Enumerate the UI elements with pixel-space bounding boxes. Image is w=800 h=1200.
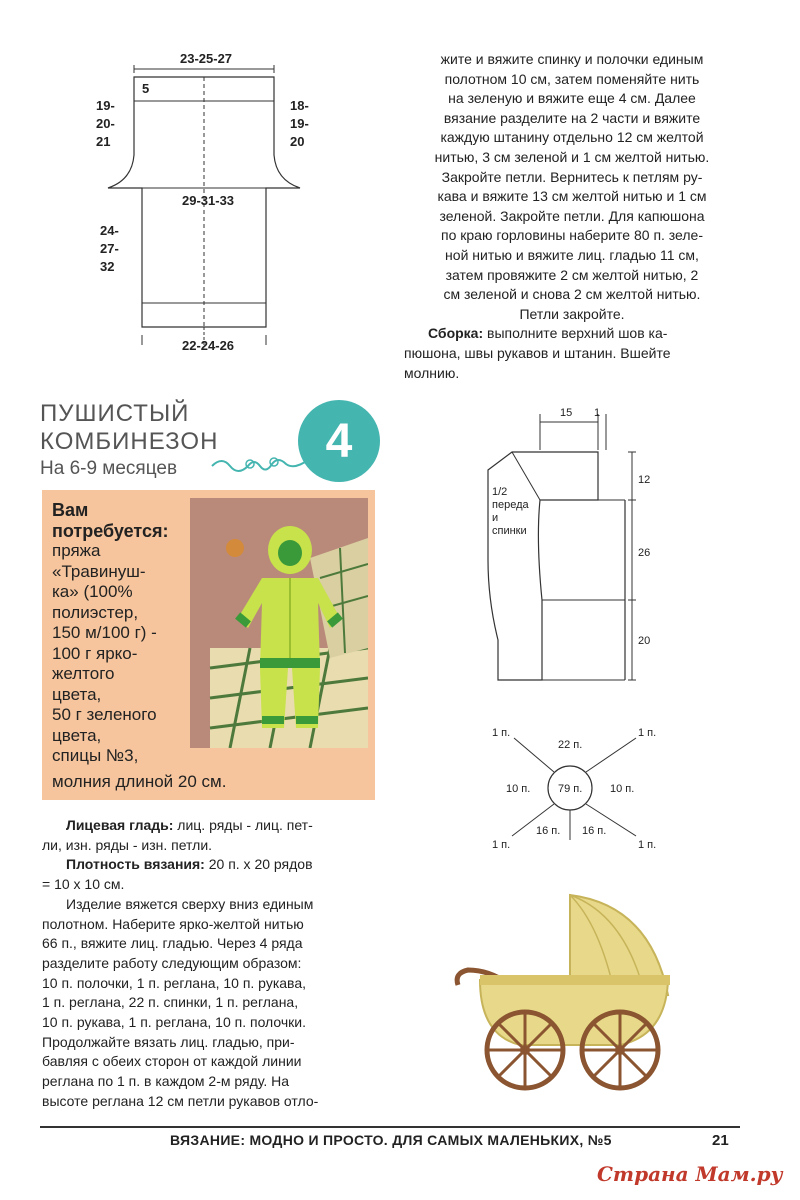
materials-line: пряжа (52, 541, 101, 560)
pants-left-upper-3: 21 (96, 134, 111, 149)
raglan-top: 22 п. (558, 739, 583, 751)
pants-left-upper-2: 20- (96, 116, 115, 131)
materials-line: «Травинуш- (52, 561, 146, 581)
assembly-line: молнию. (404, 364, 460, 381)
raglan-right: 10 п. (610, 783, 635, 795)
instr-line: жите и вяжите спинку и полочки единым (440, 51, 704, 67)
materials-line: полиэстер, (52, 602, 139, 622)
site-watermark: Страна Мам.ру (597, 1162, 783, 1186)
pattern-number-badge (298, 400, 380, 482)
instr-line: кава и вяжите 13 см желтой нитью и 1 см (437, 188, 707, 205)
footer-rule (40, 1126, 740, 1128)
materials-line: цвета, (52, 725, 102, 745)
stitch-label: Лицевая гладь: (66, 817, 174, 833)
pants-middle-width: 29-31-33 (182, 193, 235, 208)
materials-line: 50 г зеленого (52, 705, 157, 724)
footer-magazine-title: ВЯЗАНИЕ: МОДНО И ПРОСТО. ДЛЯ САМЫХ МАЛЕНЬКИХ, №5 (170, 1132, 612, 1148)
body-dim-26: 26 (638, 547, 651, 559)
materials-line: ка» (100% (52, 582, 133, 601)
body-label-3: и (492, 512, 499, 524)
instructions-continued (404, 50, 740, 383)
instr-line: см зеленой и снова 2 см желтой нитью. (443, 286, 701, 303)
body-line: Продолжайте вязать лиц. гладью, при- (42, 1033, 295, 1050)
materials-line: 150 м/100 г) - (52, 623, 157, 642)
assembly-paragraph (404, 324, 740, 344)
pants-left-lower-1: 24- (100, 223, 119, 238)
materials-line: 100 г ярко- (52, 643, 138, 663)
pants-left-lower-3: 32 (100, 259, 115, 274)
instr-line: каждую штанину отдельно 12 см желтой (440, 129, 704, 146)
article-title (40, 400, 218, 480)
raglan-diagram (484, 722, 664, 862)
pants-left-upper-1: 19- (96, 98, 115, 113)
body-label-1: 1/2 (492, 486, 508, 498)
raglan-bottom-left: 1 п. (492, 839, 511, 851)
body-dim-12: 12 (638, 474, 651, 486)
body-line: 66 п., вяжите лиц. гладью. Через 4 ряда (42, 935, 303, 952)
stitch-text-2: ли, изн. ряды - изн. петли. (42, 836, 213, 853)
assembly-line: пюшона, швы рукавов и штанин. Вшейте (404, 344, 671, 361)
assembly-text: выполните верхний шов ка- (483, 325, 668, 342)
instr-line: нитью, 3 см зеленой и 1 см желтой нитью. (434, 148, 710, 165)
raglan-bottom-left-inner: 16 п. (536, 825, 561, 837)
body-top-small: 1 (594, 407, 601, 419)
stitch-text: лиц. ряды - лиц. пет- (173, 817, 313, 833)
assembly-label: Сборка: (428, 325, 484, 342)
raglan-left: 10 п. (506, 783, 531, 795)
body-line: реглана по 1 п. в каждом 2-м ряду. На (42, 1073, 290, 1090)
body-line: полотном. Наберите ярко-желтой нитью (42, 915, 304, 932)
pants-bottom-width: 22-24-26 (182, 338, 235, 353)
body-dim-20: 20 (638, 635, 651, 647)
body-line: высоте реглана 12 см петли рукавов отло- (42, 1092, 319, 1109)
instr-line: Закройте петли. Вернитесь к петлям ру- (441, 168, 703, 185)
materials-line: цвета, (52, 684, 102, 704)
materials-line: спицы №3, (52, 746, 139, 765)
raglan-top-left: 1 п. (492, 727, 511, 739)
instr-line: затем провяжите 2 см желтой нитью, 2 (445, 266, 699, 283)
stroller-illustration (440, 885, 680, 1095)
body-line: разделите работу следующим образом: (42, 954, 302, 971)
raglan-bottom-right-inner: 16 п. (582, 825, 607, 837)
materials-tail: молния длиной 20 см. (52, 772, 227, 791)
pants-right-upper-1: 18- (290, 98, 309, 113)
instr-line: вязание разделите на 2 части и вяжите (443, 109, 701, 126)
body-label-4: спинки (492, 525, 527, 537)
raglan-top-right: 1 п. (638, 727, 657, 739)
materials-heading: Вам потребуется: (52, 500, 169, 541)
materials-line: желтого (52, 664, 115, 683)
page-number: 21 (712, 1132, 729, 1149)
stroller-wheel-left (487, 1012, 563, 1088)
body-label-2: переда (492, 499, 529, 511)
yarn-swirl-decoration (210, 448, 310, 478)
body-line: Изделие вяжется сверху вниз единым (66, 895, 314, 912)
pants-diagram (90, 45, 330, 355)
density-text: 20 п. х 20 рядов (204, 856, 313, 873)
raglan-center: 79 п. (558, 783, 583, 795)
stitch-paragraph (42, 816, 377, 836)
body-top-width: 15 (560, 407, 573, 419)
title-subtitle: На 6-9 месяцев (40, 458, 178, 479)
instr-line: по краю горловины наберите 80 п. зеле- (440, 227, 703, 244)
body-line: 10 п. рукава, 1 п. реглана, 10 п. полочки. (42, 1014, 306, 1031)
materials-list (52, 500, 187, 767)
instr-line: Петли закройте. (519, 305, 625, 322)
raglan-bottom-right: 1 п. (638, 839, 657, 851)
body-line: бавляя с обеих сторон от каждой линии (42, 1053, 302, 1070)
body-diagram (470, 400, 670, 690)
pants-right-upper-2: 19- (290, 116, 309, 131)
instr-line: ной нитью и вяжите лиц. гладью 11 см, (445, 246, 699, 263)
instructions-body (42, 816, 377, 1112)
body-line: 1 п. реглана, 22 п. спинки, 1 п. реглана, (42, 994, 299, 1011)
pants-right-upper-3: 20 (290, 134, 305, 149)
instr-line: полотном 10 см, затем поменяйте нить (444, 70, 700, 87)
instr-line: на зеленую и вяжите еще 4 см. Далее (448, 90, 696, 107)
toy (226, 539, 244, 557)
density-label: Плотность вязания: (66, 856, 205, 873)
density-paragraph (42, 855, 377, 875)
title-line-1: ПУШИСТЫЙ (40, 400, 190, 427)
pants-left-lower-2: 27- (100, 241, 119, 256)
jumpsuit-photo (190, 498, 368, 748)
density-text-2: = 10 х 10 см. (42, 876, 125, 893)
stroller-wheel-right (582, 1012, 658, 1088)
badge-number: 4 (325, 414, 353, 468)
title-line-2: КОМБИНЕЗОН (40, 428, 219, 455)
body-line: 10 п. полочки, 1 п. реглана, 10 п. рукава, (42, 974, 306, 991)
pants-top-width: 23-25-27 (180, 51, 233, 66)
instr-line: зеленой. Закройте петли. Для капюшона (439, 207, 705, 224)
pants-waistband-label: 5 (142, 81, 150, 96)
